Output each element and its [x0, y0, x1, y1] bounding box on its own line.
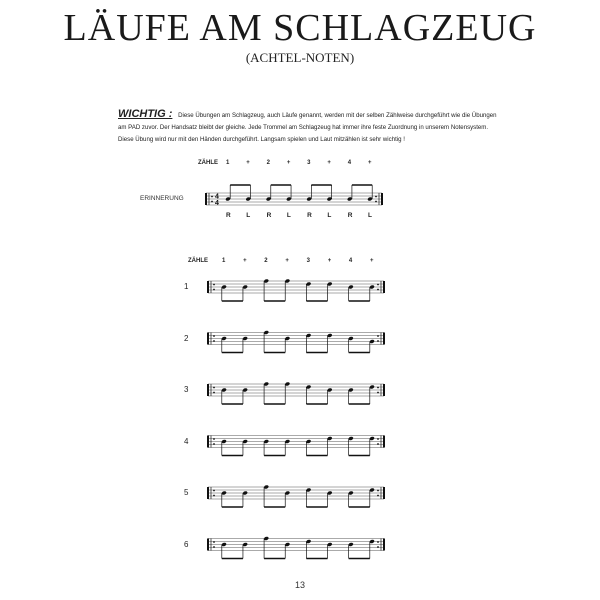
count-beat: 4 [348, 258, 353, 264]
repeat-dot [213, 546, 215, 548]
exercise-number: 3 [184, 385, 189, 394]
repeat-dot [377, 284, 379, 286]
repeat-dot [375, 201, 377, 203]
repeat-dot [377, 443, 379, 445]
exercise-number: 2 [184, 333, 189, 343]
count-beat: + [327, 258, 332, 264]
important-text: Diese Übungen am Schlagzeug, auch Läufe genannt, werden mit der selben Zählweise durchgeführt wie die Übungen am PAD zuvor. Der Handsatz bleibt der gleiche. Jede Trommel am Schlagzeug hat immer ihre feste Zuordnung in unserem Notensystem. Diese Übung wird nur mit den Händen durchgeführt. Langsam spielen und Laut mitzählen ist sehr wichtig ! [118, 112, 497, 143]
count-beat: 2 [264, 258, 268, 264]
repeat-dot [213, 335, 215, 337]
count-beat: + [327, 160, 331, 166]
exercise-number: 4 [184, 436, 189, 446]
repeat-dot [377, 495, 379, 497]
count-beat: + [285, 258, 289, 264]
count-beat: + [243, 258, 247, 264]
repeat-dot [375, 196, 377, 198]
sticking-left: L [327, 212, 332, 219]
repeat-dot [377, 546, 379, 548]
counting-label: ZÄHLE [188, 258, 208, 264]
repeat-dot [213, 495, 215, 497]
exercise-number: 1 [184, 282, 189, 291]
repeat-dot [377, 438, 379, 440]
count-beat: 3 [306, 258, 310, 264]
page-subtitle: (ACHTEL-NOTEN) [245, 50, 355, 65]
repeat-dot [213, 340, 215, 342]
repeat-dot [213, 289, 215, 291]
count-beat: 3 [307, 160, 311, 166]
page-title: LÄUFE AM SCHLAGZEUG [63, 7, 537, 49]
count-beat: 4 [347, 160, 352, 166]
reminder-label: ERINNERUNG [140, 195, 184, 202]
repeat-dot [377, 387, 379, 389]
counting-label: ZÄHLE [198, 160, 218, 166]
sticking-right: R [226, 212, 231, 219]
important-label: WICHTIG : [118, 108, 173, 120]
count-beat: + [286, 160, 291, 166]
repeat-dot [377, 392, 379, 394]
repeat-dot [211, 196, 213, 198]
exercise-number: 5 [184, 488, 189, 497]
sticking-right: R [347, 212, 353, 219]
repeat-dot [377, 541, 379, 543]
repeat-dot [211, 201, 213, 203]
repeat-dot [213, 443, 215, 445]
sticking-left: L [286, 212, 291, 219]
sticking-left: L [246, 212, 251, 219]
count-beat: 2 [266, 160, 270, 166]
count-beat: 1 [226, 160, 230, 166]
sticking-right: R [266, 212, 272, 219]
sticking-right: R [307, 212, 312, 219]
repeat-dot [377, 335, 379, 337]
repeat-dot [213, 490, 215, 492]
sticking-left: L [368, 212, 372, 219]
repeat-dot [213, 284, 215, 286]
count-beat: + [246, 160, 250, 166]
repeat-dot [213, 438, 215, 440]
count-beat: 1 [222, 258, 226, 264]
repeat-dot [377, 289, 379, 291]
count-beat: + [368, 160, 372, 166]
count-beat: + [370, 258, 374, 264]
repeat-dot [377, 490, 379, 492]
time-signature-bottom: 4 [215, 200, 219, 207]
repeat-dot [213, 541, 215, 543]
page-number: 13 [294, 580, 305, 590]
repeat-dot [213, 392, 215, 394]
time-signature-top: 4 [215, 193, 219, 201]
repeat-dot [213, 387, 215, 389]
repeat-dot [377, 340, 379, 342]
exercise-number: 6 [184, 539, 189, 549]
